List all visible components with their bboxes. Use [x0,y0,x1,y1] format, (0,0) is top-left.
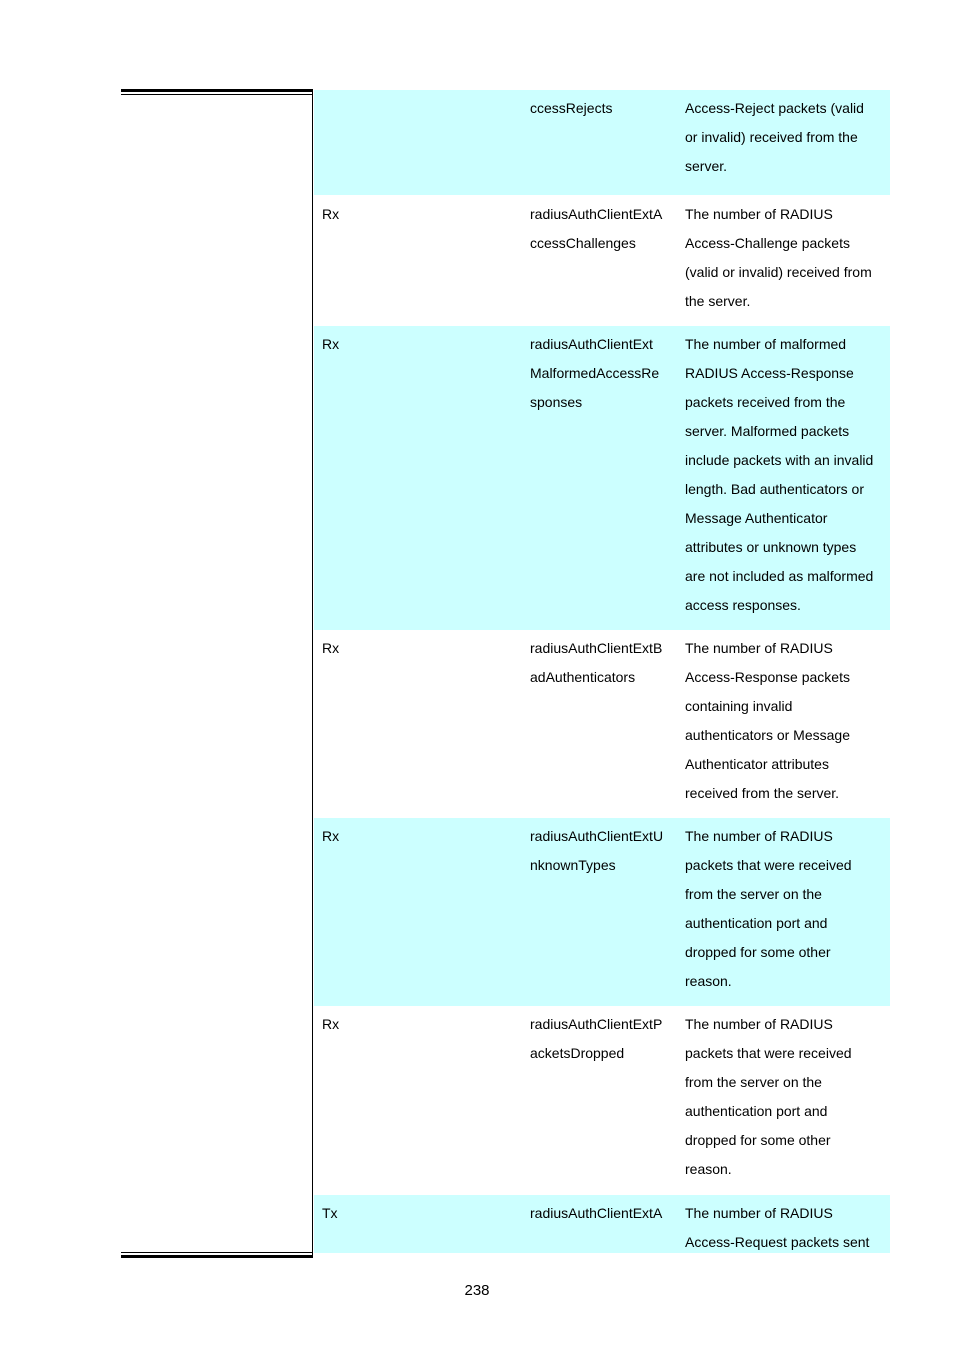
description-text: authentication port and [685,915,828,931]
description-text: reason. [685,1161,732,1177]
object-text: radiusAuthClientExtA [530,206,663,222]
left-column-frame [121,89,313,1258]
object-text: sponses [530,394,583,410]
object-cell [522,1199,677,1253]
direction-cell [314,94,522,195]
object-cell [522,822,677,1006]
bottom-double-rule [121,1252,313,1258]
description-text: reason. [685,973,732,989]
description-text: The number of RADIUS [685,1016,833,1032]
description-cell [677,94,890,195]
direction-cell: Rx [322,336,340,352]
description-text: dropped for some other [685,944,831,960]
description-cell [677,1010,890,1195]
description-text: server. Malformed packets [685,423,850,439]
description-text: authenticators or Message [685,727,850,743]
description-cell [677,200,890,326]
direction-cell: Rx [322,1016,340,1032]
description-text: received from the server. [685,785,840,801]
object-cell [522,94,677,195]
object-text: radiusAuthClientExt [530,336,653,352]
description-text: include packets with an invalid [685,452,874,468]
description-text: attributes or unknown types [685,539,857,555]
description-cell [677,330,890,630]
description-text: Access-Request packets sent [685,1234,870,1250]
object-text: adAuthenticators [530,669,636,685]
description-text: containing invalid [685,698,793,714]
object-text: radiusAuthClientExtU [530,828,664,844]
description-text: or invalid) received from the [685,129,858,145]
description-text: server. [685,158,728,174]
object-text: radiusAuthClientExtP [530,1016,663,1032]
statistics-table [314,90,890,1253]
description-text: (valid or invalid) received from [685,264,872,280]
description-text: The number of RADIUS [685,1205,833,1221]
description-text: authentication port and [685,1103,828,1119]
table-row [314,630,890,818]
object-text: ccessChallenges [530,235,636,251]
description-text: are not included as malformed [685,568,874,584]
description-text: packets that were received [685,1045,852,1061]
description-text: Access-Response packets [685,669,850,685]
description-text: The number of RADIUS [685,206,833,222]
object-text: nknownTypes [530,857,616,873]
object-cell [522,200,677,326]
description-text: dropped for some other [685,1132,831,1148]
description-cell [677,822,890,1006]
description-text: Access-Challenge packets [685,235,850,251]
top-double-rule [121,89,313,95]
object-cell [522,634,677,818]
description-text: The number of malformed [685,336,847,352]
table-row [314,1195,890,1253]
direction-cell: Rx [322,828,340,844]
description-text: access responses. [685,597,801,613]
description-text: Access-Reject packets (valid [685,100,864,116]
table-row [314,326,890,630]
direction-cell: Rx [322,640,340,656]
vertical-rule [312,89,313,1258]
description-text: The number of RADIUS [685,640,833,656]
description-text: The number of RADIUS [685,828,833,844]
description-text: length. Bad authenticators or [685,481,865,497]
description-cell [677,1199,890,1253]
object-cell [522,1010,677,1195]
object-text: ccessRejects [530,100,613,116]
description-text: Message Authenticator [685,510,828,526]
object-cell [522,330,677,630]
table-row [314,818,890,1006]
table-row [314,90,890,195]
object-text: MalformedAccessRe [530,365,660,381]
description-text: RADIUS Access-Response [685,365,854,381]
table-row [314,195,890,326]
description-text: packets received from the [685,394,846,410]
direction-cell: Tx [322,1205,338,1221]
description-cell [677,634,890,818]
description-text: from the server on the [685,1074,822,1090]
description-text: the server. [685,293,751,309]
direction-cell: Rx [322,206,340,222]
page-number: 238 [464,1282,490,1299]
object-text: radiusAuthClientExtB [530,640,663,656]
object-text: radiusAuthClientExtA [530,1205,663,1221]
object-text: acketsDropped [530,1045,625,1061]
description-text: from the server on the [685,886,822,902]
table-row [314,1006,890,1195]
description-text: Authenticator attributes [685,756,829,772]
description-text: packets that were received [685,857,852,873]
